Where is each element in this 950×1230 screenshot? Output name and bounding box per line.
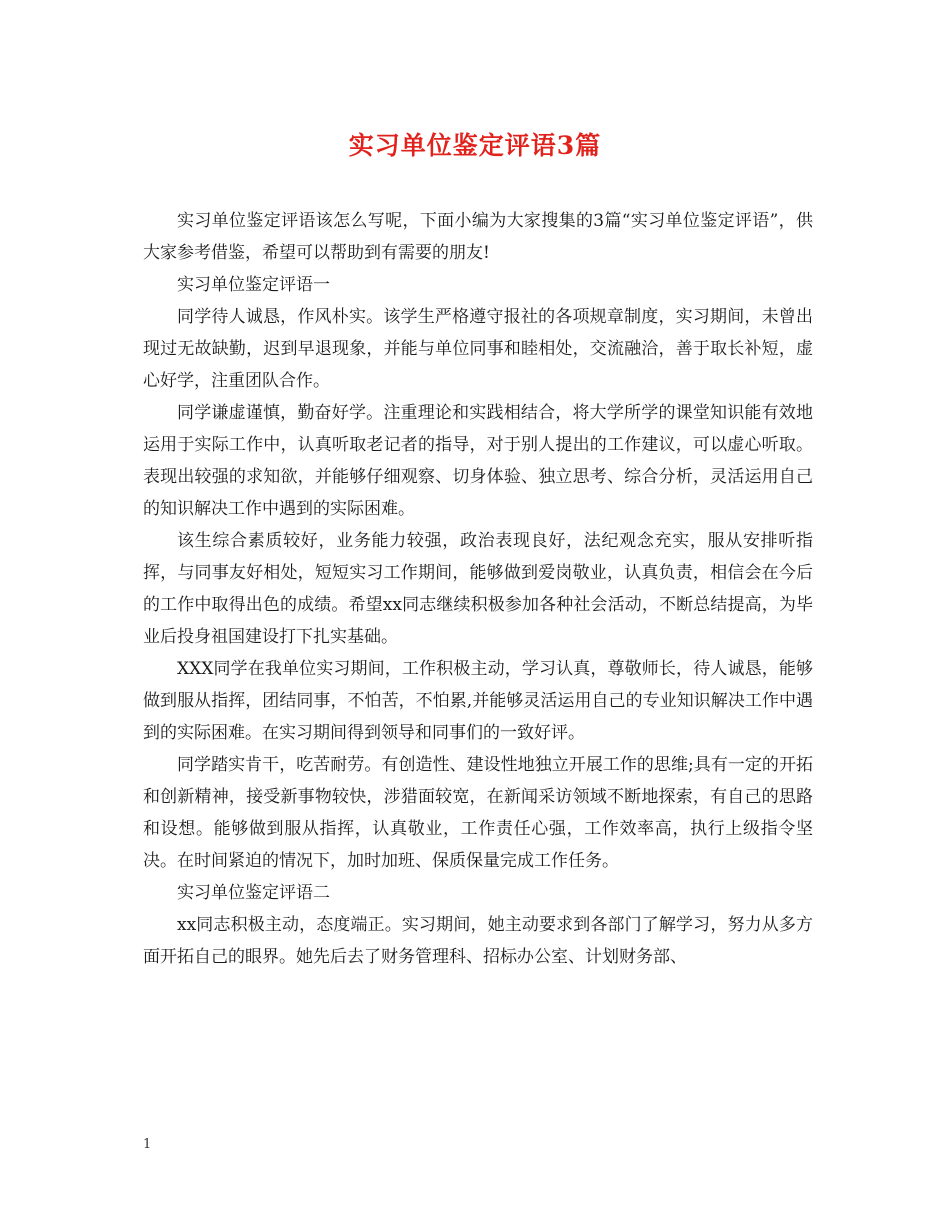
body-paragraph: XXX同学在我单位实习期间，工作积极主动，学习认真，尊敬师长，待人诚恳，能够做到服从指挥，团结同事，不怕苦，不怕累,并能够灵活运用自己的专业知识解决工作中遇到的实际困难。在实习期间得到领导和同事们的一致好评。 (143, 659, 813, 743)
body-paragraph: xx同志积极主动，态度端正。实习期间，她主动要求到各部门了解学习，努力从多方面开拓自己的眼界。她先后去了财务管理科、招标办公室、计划财务部、 (143, 915, 813, 967)
body-paragraph: 该生综合素质较好，业务能力较强，政治表现良好，法纪观念充实，服从安排听指挥，与同事友好相处，短短实习工作期间，能够做到爱岗敬业，认真负责，相信会在今后的工作中取得出色的成绩。希望xx同志继续积极参加各种社会活动，不断总结提高，为毕业后投身祖国建设打下扎实基础。 (143, 531, 813, 647)
intro-paragraph: 实习单位鉴定评语该怎么写呢，下面小编为大家搜集的3篇“实习单位鉴定评语”，供大家参考借鉴，希望可以帮助到有需要的朋友! (143, 211, 813, 263)
body-paragraph: 同学谦虚谨慎，勤奋好学。注重理论和实践相结合，将大学所学的课堂知识能有效地运用于实际工作中，认真听取老记者的指导，对于别人提出的工作建议，可以虚心听取。表现出较强的求知欲，并能够仔细观察、切身体验、独立思考、综合分析，灵活运用自己的知识解决工作中遇到的实际困难。 (143, 403, 813, 519)
section-heading-one: 实习单位鉴定评语一 (177, 275, 330, 295)
document-title: 实习单位鉴定评语3篇 (348, 131, 602, 160)
section-heading-two: 实习单位鉴定评语二 (177, 883, 330, 903)
document-body (143, 205, 813, 973)
body-paragraph: 同学待人诚恳，作风朴实。该学生严格遵守报社的各项规章制度，实习期间，未曾出现过无故缺勤，迟到早退现象，并能与单位同事和睦相处，交流融洽，善于取长补短，虚心好学，注重团队合作。 (143, 307, 813, 391)
page-number: 1 (143, 1137, 152, 1152)
body-paragraph: 同学踏实肯干，吃苦耐劳。有创造性、建设性地独立开展工作的思维;具有一定的开拓和创新精神，接受新事物较快，涉猎面较宽，在新闻采访领域不断地探索，有自己的思路和设想。能够做到服从指挥，认真敬业，工作责任心强，工作效率高，执行上级指令坚决。在时间紧迫的情况下，加时加班、保质保量完成工作任务。 (143, 755, 813, 871)
